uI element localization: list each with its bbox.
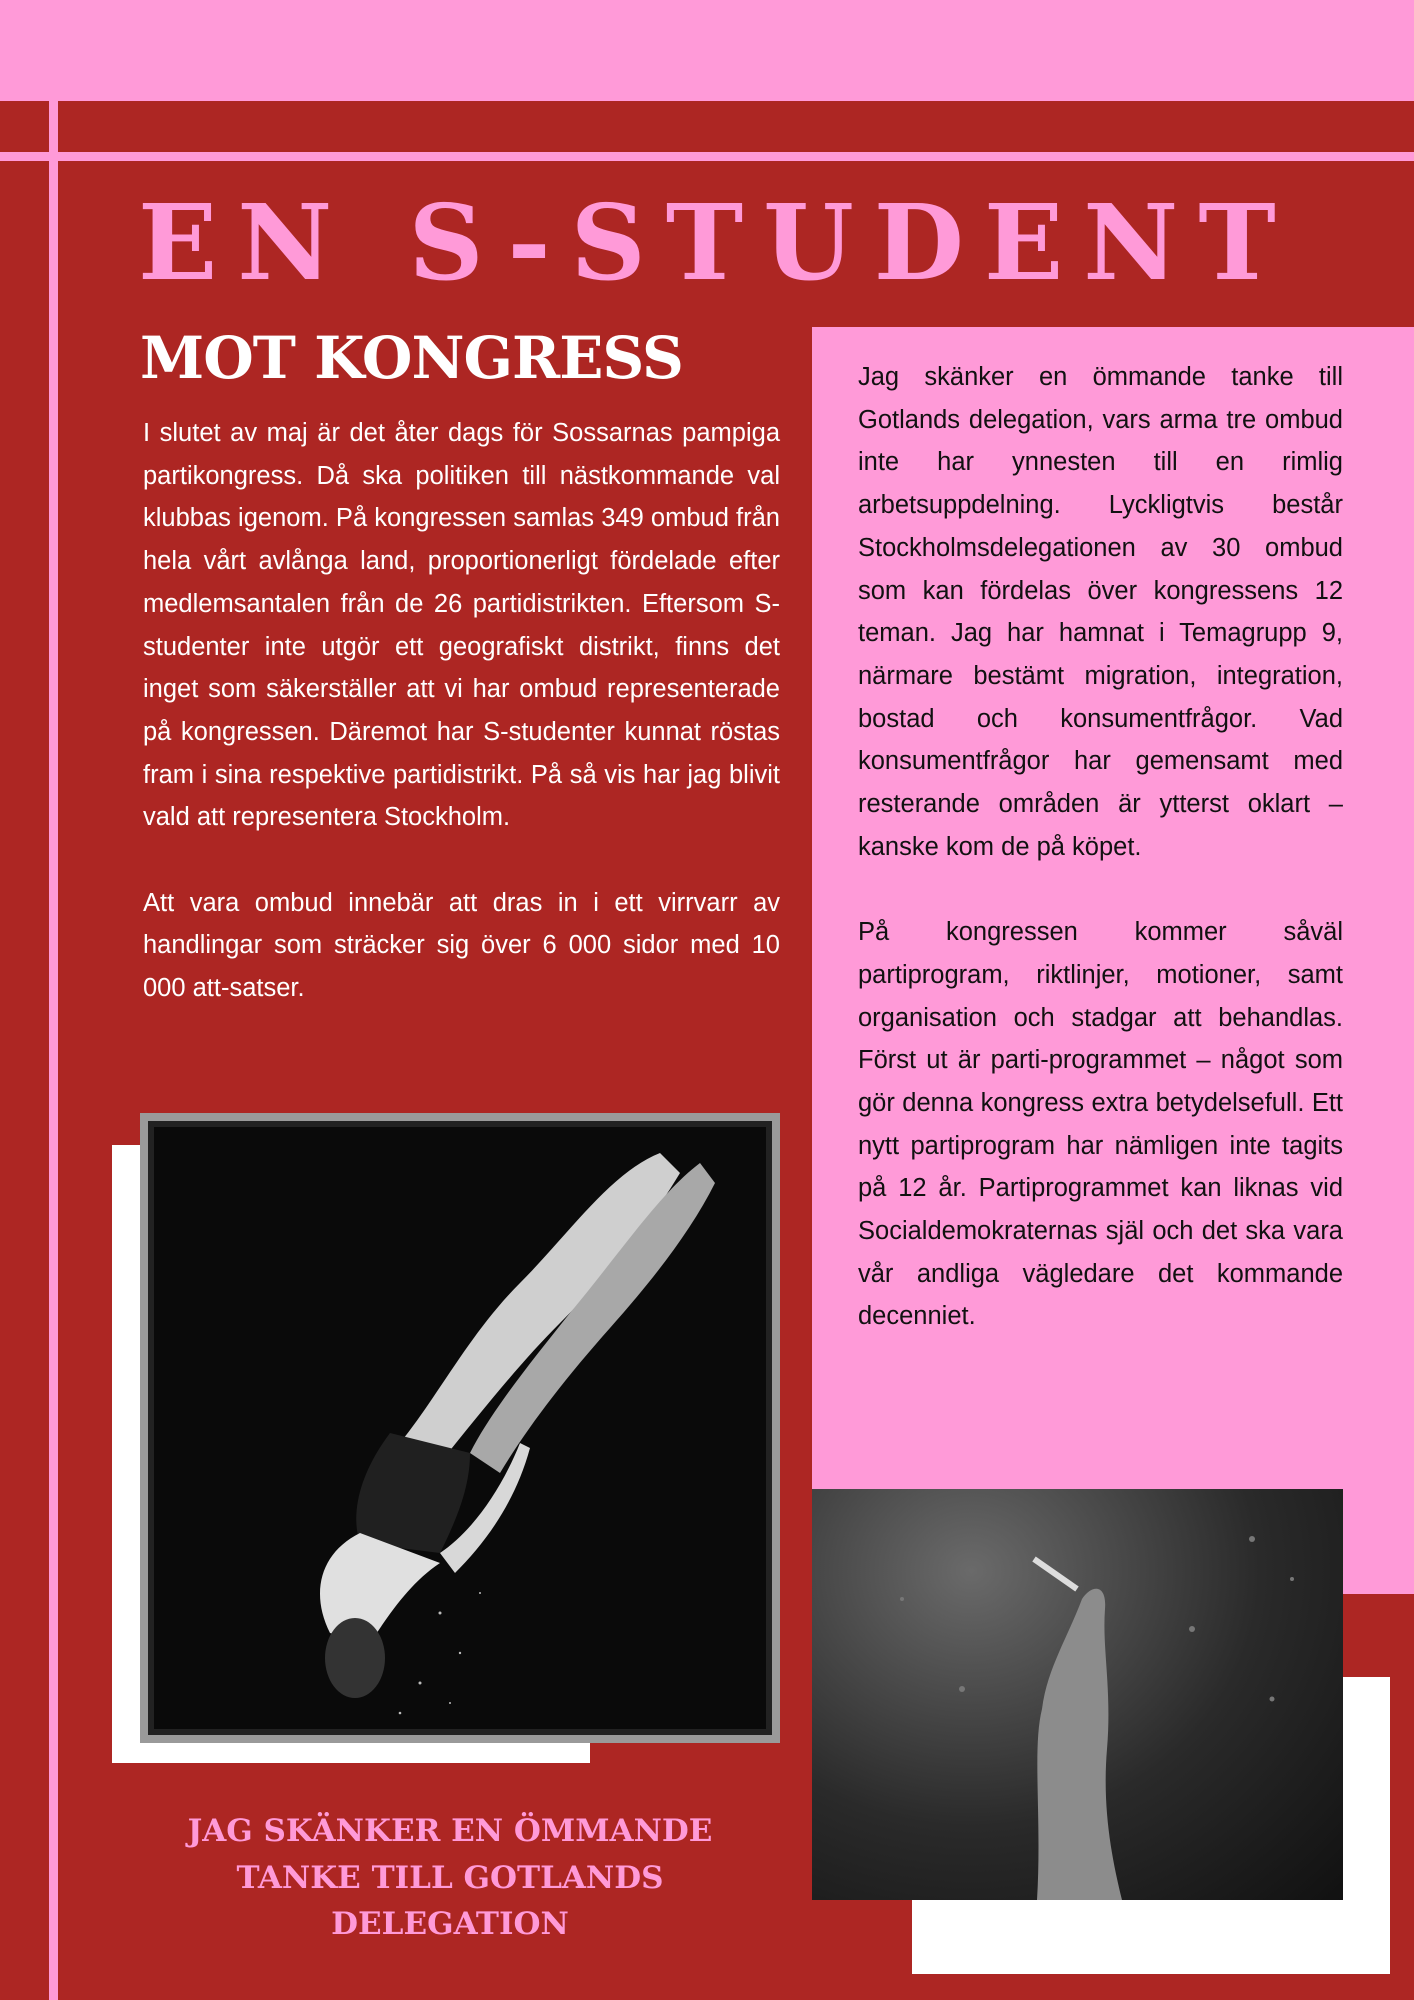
pull-quote (120, 1808, 780, 1948)
underwater-woman-photo (140, 1113, 780, 1743)
hand-with-cigarette-in-water-photo (812, 1489, 1343, 1900)
article-paragraph: Att vara ombud innebär att dras in i ett virrvarr av handlingar som sträcker sig över 6 000 sidor med 10 000 att-satser. (143, 888, 780, 1003)
page-title: EN S-STUDENT (138, 181, 1296, 304)
left-article-column (143, 412, 780, 1053)
right-article-column (858, 356, 1343, 1381)
page-subtitle: MOT KONGRESS (140, 324, 683, 392)
pull-quote-line: JAG SKÄNKER EN ÖMMANDE (187, 1813, 713, 1849)
article-paragraph: På kongressen kommer såväl partiprogram, riktlinjer, motioner, samt organisation och stadgar att behandlas. Först ut är parti-programmet – något som gör denna kongress extra betydelsefull. Ett nytt partiprogram har nämligen inte tagits på 12 år. Partiprogrammet kan liknas vid Socialdemokraternas själ och det ska vara vår andliga vägledare det kommande decenniet. (858, 918, 1343, 1331)
pull-quote-line: TANKE TILL GOTLANDS (236, 1859, 664, 1896)
vertical-rule (49, 101, 58, 2000)
article-paragraph: I slutet av maj är det åter dags för Sossarnas pampiga partikongress. Då ska politiken till nästkommande val klubbas igenom. På kongressen samlas 349 ombud från hela vårt avlånga land, proportionerligt fördelade efter medlemsantalen från de 26 partidistrikten. Eftersom S-studenter inte utgör ett geografiskt distrikt, finns det inget som säkerställer att vi har ombud representerade på kongressen. Däremot har S-studenter kunnat röstas fram i sina respektive partidistrikt. På så vis har jag blivit vald att representera Stockholm. (143, 419, 780, 832)
underwater-figure-illustration (140, 1113, 780, 1743)
article-paragraph: Jag skänker en ömmande tanke till Gotlands delegation, vars arma tre ombud inte har ynnesten till en rimlig arbetsuppdelning. Lyckligtvis består Stockholmsdelegationen av 30 ombud som kan fördelas över kongressens 12 teman. Jag har hamnat i Temagrupp 9, närmare bestämt migration, integration, bostad och konsumentfrågor. Vad konsumentfrågor har gemensamt med resterande områden är ytterst oklart – kanske kom de på köpet. (858, 363, 1343, 861)
pull-quote-line: DELEGATION (331, 1906, 569, 1942)
horizontal-rule (0, 152, 1414, 161)
top-pink-band (0, 0, 1414, 101)
hand-in-water-illustration (812, 1489, 1343, 1900)
